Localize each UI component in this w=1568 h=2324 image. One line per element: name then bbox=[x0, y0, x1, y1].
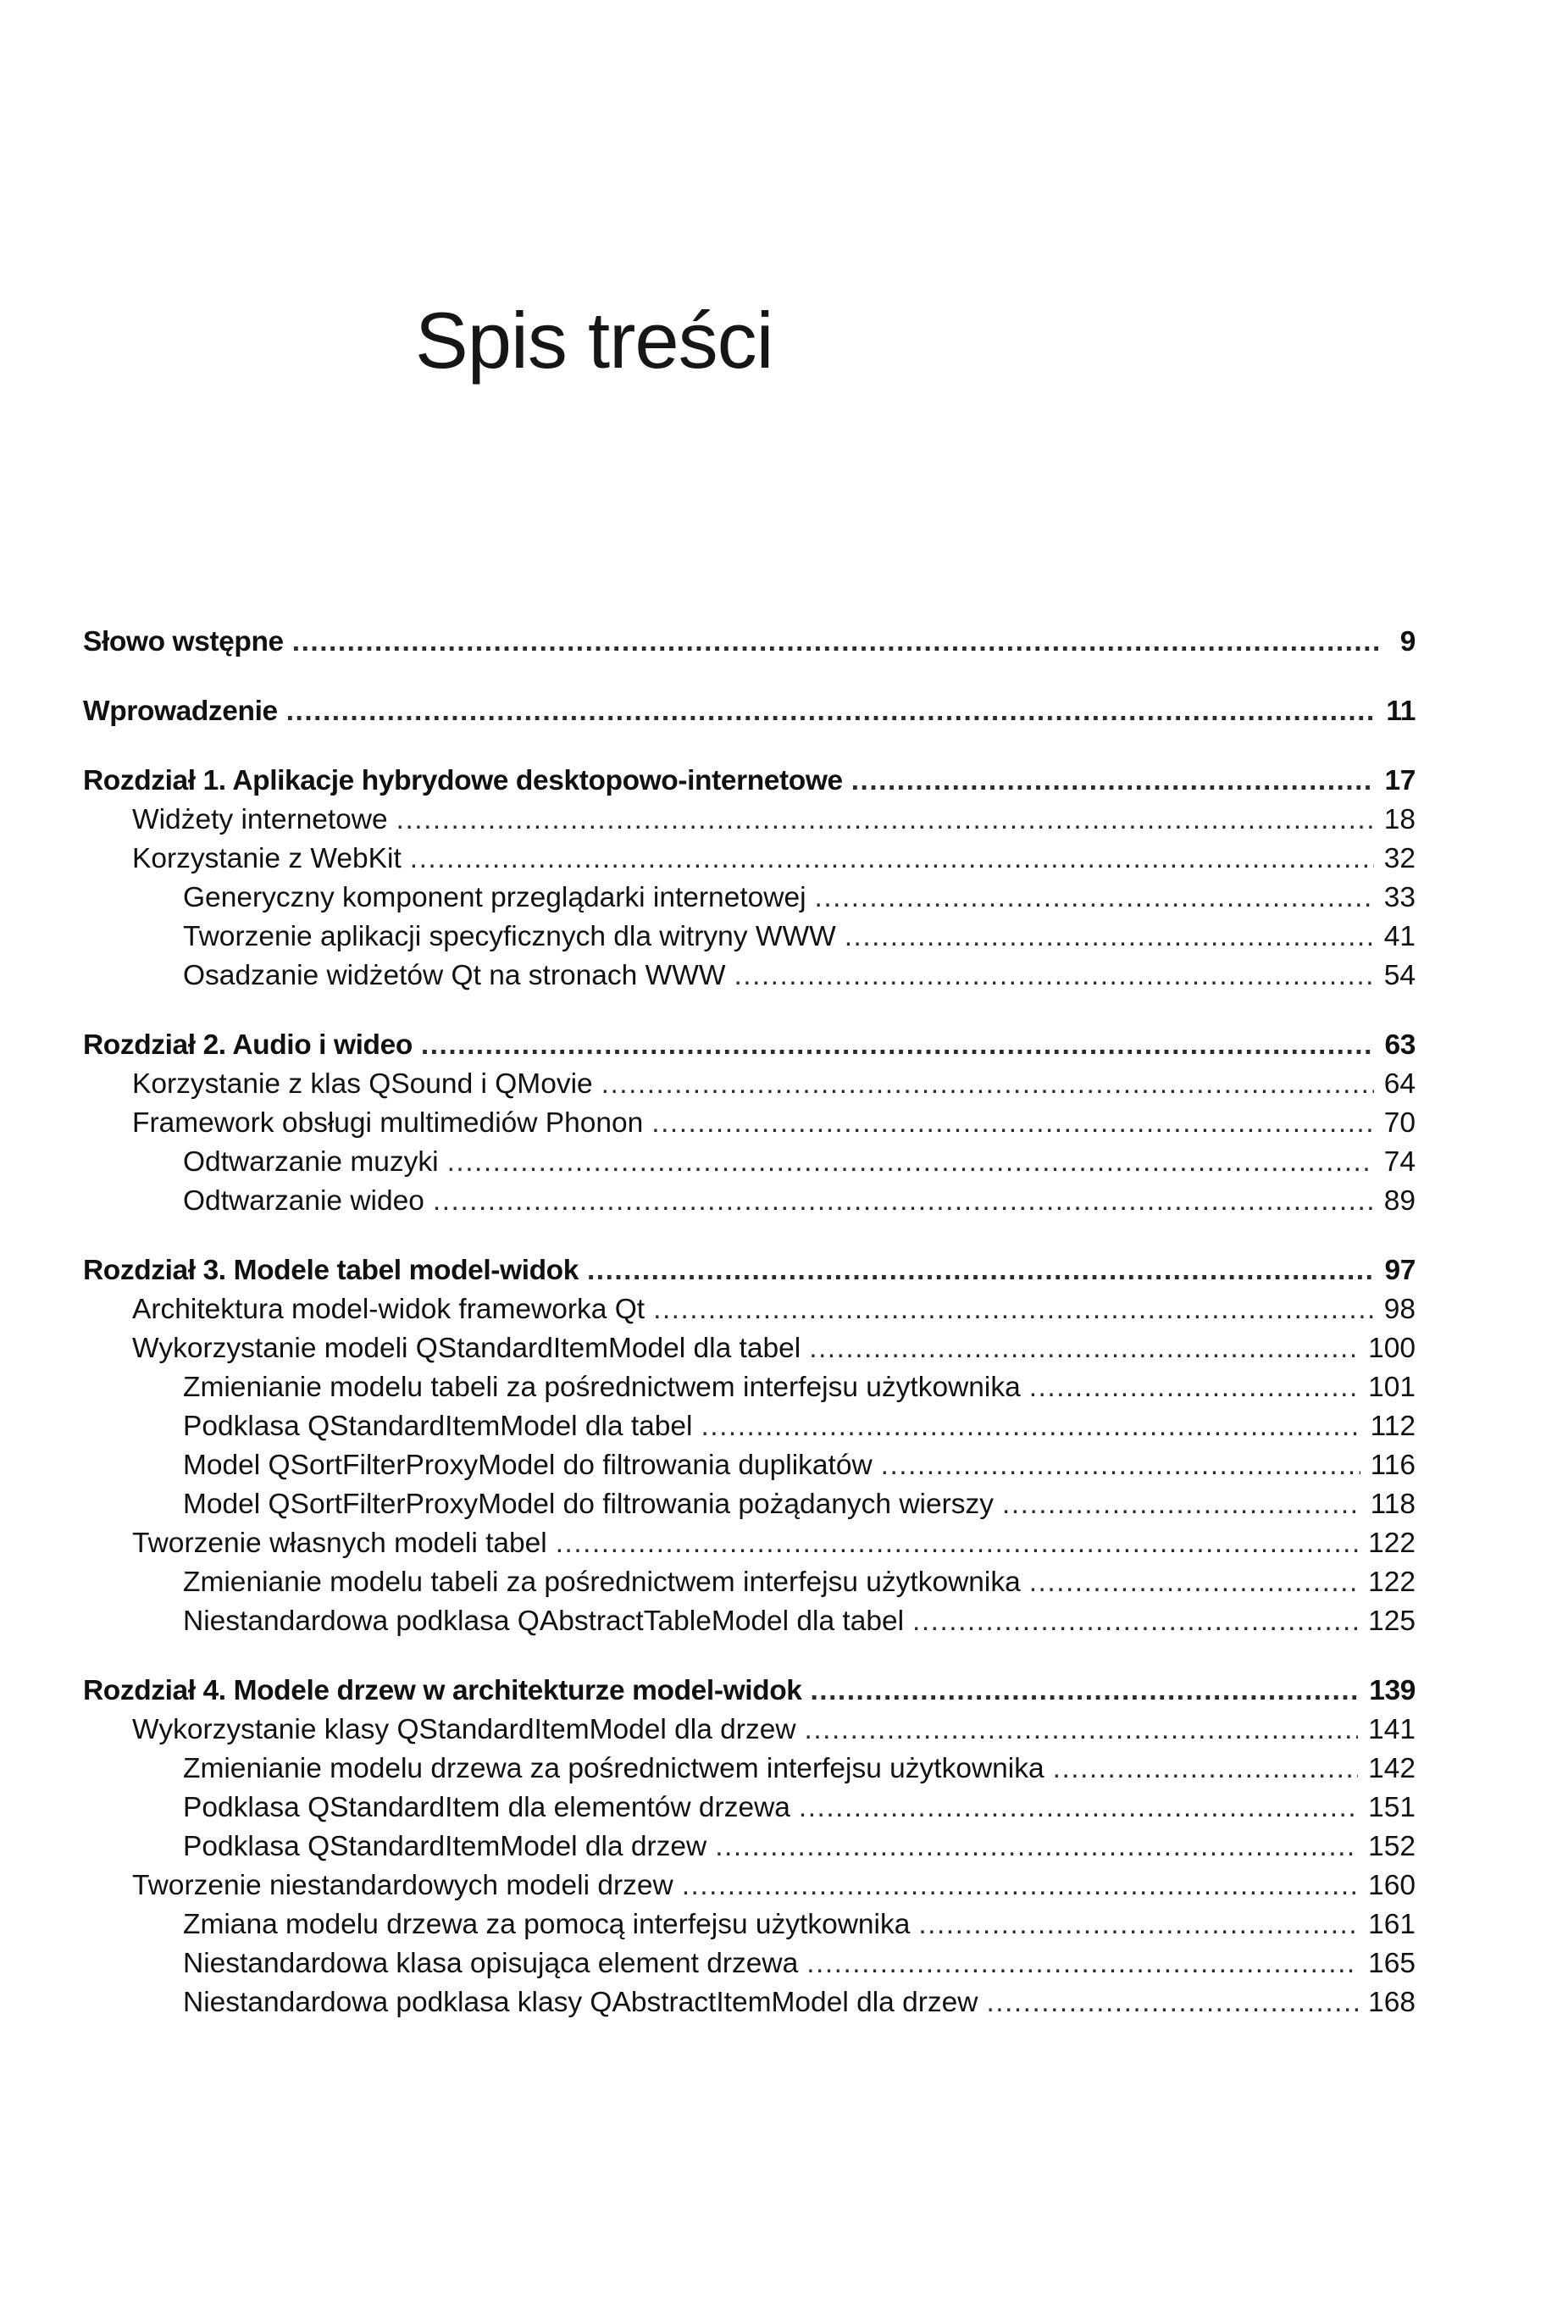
toc-entry-title: Rozdział 4. Modele drzew w architekturze model-widok bbox=[83, 1675, 802, 1706]
toc-chapter-entry bbox=[83, 1251, 1416, 1290]
toc-entry-title: Tworzenie niestandardowych modeli drzew bbox=[132, 1870, 673, 1901]
toc-entry-title: Odtwarzanie wideo bbox=[183, 1185, 424, 1217]
toc-chapter-entry bbox=[83, 1672, 1416, 1711]
toc-entry-page-number: 160 bbox=[1368, 1870, 1416, 1901]
toc-entry-page-number: 54 bbox=[1383, 960, 1416, 991]
toc-chapter-entry bbox=[83, 762, 1416, 801]
toc-entry-page-number: 18 bbox=[1383, 804, 1416, 835]
toc-entry-title: Rozdział 1. Aplikacje hybrydowe desktopowo-internetowe bbox=[83, 765, 843, 796]
toc-entry-title: Niestandardowa podklasa klasy QAbstractItemModel dla drzew bbox=[183, 1987, 978, 2018]
toc-entry-title: Słowo wstępne bbox=[83, 626, 284, 657]
toc-subsection-entry bbox=[83, 879, 1416, 918]
dot-leader bbox=[286, 692, 1377, 731]
toc-chapter-group bbox=[83, 762, 1416, 996]
toc-entry-page-number: 139 bbox=[1369, 1675, 1416, 1706]
toc-subsection-entry bbox=[83, 1828, 1416, 1866]
toc-entry-title: Model QSortFilterProxyModel do filtrowania pożądanych wierszy bbox=[183, 1489, 995, 1520]
toc-subsection-entry bbox=[83, 1143, 1416, 1182]
dot-leader bbox=[734, 957, 1373, 996]
dot-leader bbox=[701, 1407, 1360, 1446]
toc-entry-title: Korzystanie z WebKit bbox=[132, 843, 402, 874]
toc-section-entry bbox=[83, 1711, 1416, 1750]
dot-leader bbox=[851, 762, 1375, 801]
toc-entry-page-number: 122 bbox=[1368, 1567, 1416, 1598]
dot-leader bbox=[433, 1182, 1374, 1221]
toc-entry-page-number: 100 bbox=[1368, 1333, 1416, 1364]
toc-entry-page-number: 101 bbox=[1368, 1372, 1416, 1403]
dot-leader bbox=[799, 1789, 1358, 1828]
toc-entry-title: Rozdział 2. Audio i wideo bbox=[83, 1029, 413, 1061]
toc-subsection-entry bbox=[83, 1750, 1416, 1789]
dot-leader bbox=[1029, 1563, 1358, 1602]
dot-leader bbox=[815, 879, 1374, 918]
toc-subsection-entry bbox=[83, 1407, 1416, 1446]
dot-leader bbox=[1053, 1750, 1358, 1789]
dot-leader bbox=[396, 801, 1374, 840]
dot-leader bbox=[421, 1026, 1375, 1065]
toc-entry-page-number: 98 bbox=[1383, 1294, 1416, 1325]
toc-chapter-group bbox=[83, 1251, 1416, 1641]
toc-subsection-entry bbox=[83, 1368, 1416, 1407]
toc-entry-title: Zmienianie modelu tabeli za pośrednictwem interfejsu użytkownika bbox=[183, 1567, 1021, 1598]
toc-entry-page-number: 70 bbox=[1383, 1107, 1416, 1139]
toc-entry-title: Zmienianie modelu drzewa za pośrednictwem interfejsu użytkownika bbox=[183, 1753, 1044, 1784]
toc-entry-title: Framework obsługi multimediów Phonon bbox=[132, 1107, 644, 1139]
toc-entry-title: Rozdział 3. Modele tabel model-widok bbox=[83, 1255, 579, 1286]
toc-section-entry bbox=[83, 1065, 1416, 1104]
toc-subsection-entry bbox=[83, 957, 1416, 996]
dot-leader bbox=[1002, 1485, 1360, 1524]
dot-leader bbox=[651, 1104, 1373, 1143]
toc-section-entry bbox=[83, 1104, 1416, 1143]
toc-entry-page-number: 141 bbox=[1368, 1714, 1416, 1745]
toc-subsection-entry bbox=[83, 1905, 1416, 1944]
dot-leader bbox=[556, 1524, 1358, 1563]
dot-leader bbox=[447, 1143, 1374, 1182]
toc-chapter-entry bbox=[83, 623, 1416, 662]
toc-entry-page-number: 151 bbox=[1368, 1792, 1416, 1823]
toc-entry-title: Niestandardowa klasa opisująca element drzewa bbox=[183, 1948, 799, 1979]
toc-entry-title: Niestandardowa podklasa QAbstractTableModel dla tabel bbox=[183, 1606, 905, 1637]
toc-entry-page-number: 165 bbox=[1368, 1948, 1416, 1979]
toc-subsection-entry bbox=[83, 1182, 1416, 1221]
dot-leader bbox=[682, 1866, 1358, 1905]
toc-entry-page-number: 118 bbox=[1370, 1489, 1416, 1520]
toc-chapter-group bbox=[83, 692, 1416, 731]
toc-entry-page-number: 142 bbox=[1368, 1753, 1416, 1784]
table-of-contents bbox=[83, 623, 1416, 2053]
toc-entry-title: Wprowadzenie bbox=[83, 696, 278, 727]
toc-entry-page-number: 97 bbox=[1384, 1255, 1416, 1286]
dot-leader bbox=[805, 1711, 1359, 1750]
dot-leader bbox=[811, 1672, 1360, 1711]
toc-entry-page-number: 63 bbox=[1384, 1029, 1416, 1061]
toc-entry-title: Podklasa QStandardItemModel dla drzew bbox=[183, 1831, 707, 1862]
toc-chapter-entry bbox=[83, 692, 1416, 731]
toc-subsection-entry bbox=[83, 1944, 1416, 1983]
toc-entry-page-number: 33 bbox=[1383, 882, 1416, 913]
dot-leader bbox=[881, 1446, 1360, 1485]
page-title: Spis treści bbox=[415, 296, 773, 385]
toc-entry-title: Tworzenie własnych modeli tabel bbox=[132, 1528, 547, 1559]
toc-entry-page-number: 112 bbox=[1370, 1411, 1416, 1442]
toc-chapter-group bbox=[83, 1672, 1416, 2022]
toc-entry-title: Wykorzystanie klasy QStandardItemModel dla drzew bbox=[132, 1714, 796, 1745]
toc-entry-page-number: 74 bbox=[1383, 1146, 1416, 1178]
toc-entry-title: Odtwarzanie muzyki bbox=[183, 1146, 439, 1178]
toc-chapter-group bbox=[83, 1026, 1416, 1221]
toc-entry-title: Zmiana modelu drzewa za pomocą interfejsu użytkownika bbox=[183, 1909, 911, 1940]
dot-leader bbox=[845, 918, 1374, 957]
toc-subsection-entry bbox=[83, 1602, 1416, 1641]
toc-subsection-entry bbox=[83, 1789, 1416, 1828]
dot-leader bbox=[1029, 1368, 1358, 1407]
toc-entry-page-number: 152 bbox=[1368, 1831, 1416, 1862]
dot-leader bbox=[653, 1290, 1374, 1329]
toc-entry-title: Widżety internetowe bbox=[132, 804, 388, 835]
toc-entry-title: Podklasa QStandardItem dla elementów drzewa bbox=[183, 1792, 790, 1823]
dot-leader bbox=[806, 1944, 1358, 1983]
toc-section-entry bbox=[83, 1329, 1416, 1368]
toc-section-entry bbox=[83, 840, 1416, 879]
toc-subsection-entry bbox=[83, 1446, 1416, 1485]
toc-entry-page-number: 168 bbox=[1368, 1987, 1416, 2018]
toc-section-entry bbox=[83, 1290, 1416, 1329]
toc-entry-page-number: 89 bbox=[1383, 1185, 1416, 1217]
toc-chapter-group bbox=[83, 623, 1416, 662]
dot-leader bbox=[601, 1065, 1374, 1104]
toc-section-entry bbox=[83, 1866, 1416, 1905]
toc-entry-title: Tworzenie aplikacji specyficznych dla witryny WWW bbox=[183, 921, 836, 952]
toc-entry-title: Osadzanie widżetów Qt na stronach WWW bbox=[183, 960, 726, 991]
toc-entry-page-number: 41 bbox=[1383, 921, 1416, 952]
dot-leader bbox=[918, 1905, 1358, 1944]
dot-leader bbox=[410, 840, 1374, 879]
toc-entry-title: Model QSortFilterProxyModel do filtrowania duplikatów bbox=[183, 1450, 873, 1481]
toc-subsection-entry bbox=[83, 1485, 1416, 1524]
toc-entry-page-number: 9 bbox=[1399, 626, 1416, 657]
toc-subsection-entry bbox=[83, 1983, 1416, 2022]
toc-entry-page-number: 32 bbox=[1383, 843, 1416, 874]
dot-leader bbox=[292, 623, 1380, 662]
toc-entry-title: Generyczny komponent przeglądarki internetowej bbox=[183, 882, 806, 913]
toc-entry-title: Zmienianie modelu tabeli za pośrednictwem interfejsu użytkownika bbox=[183, 1372, 1021, 1403]
toc-entry-title: Korzystanie z klas QSound i QMovie bbox=[132, 1068, 593, 1100]
toc-entry-title: Wykorzystanie modeli QStandardItemModel dla tabel bbox=[132, 1333, 801, 1364]
toc-section-entry bbox=[83, 801, 1416, 840]
toc-entry-page-number: 17 bbox=[1384, 765, 1416, 796]
toc-entry-page-number: 64 bbox=[1383, 1068, 1416, 1100]
toc-entry-title: Podklasa QStandardItemModel dla tabel bbox=[183, 1411, 693, 1442]
dot-leader bbox=[587, 1251, 1375, 1290]
toc-entry-page-number: 11 bbox=[1386, 696, 1416, 727]
toc-entry-page-number: 116 bbox=[1370, 1450, 1416, 1481]
toc-entry-page-number: 161 bbox=[1368, 1909, 1416, 1940]
toc-chapter-entry bbox=[83, 1026, 1416, 1065]
toc-entry-page-number: 122 bbox=[1368, 1528, 1416, 1559]
toc-section-entry bbox=[83, 1524, 1416, 1563]
dot-leader bbox=[715, 1828, 1358, 1866]
toc-subsection-entry bbox=[83, 1563, 1416, 1602]
dot-leader bbox=[809, 1329, 1358, 1368]
toc-entry-page-number: 125 bbox=[1368, 1606, 1416, 1637]
toc-entry-title: Architektura model-widok frameworka Qt bbox=[132, 1294, 645, 1325]
dot-leader bbox=[986, 1983, 1358, 2022]
toc-subsection-entry bbox=[83, 918, 1416, 957]
dot-leader bbox=[912, 1602, 1358, 1641]
